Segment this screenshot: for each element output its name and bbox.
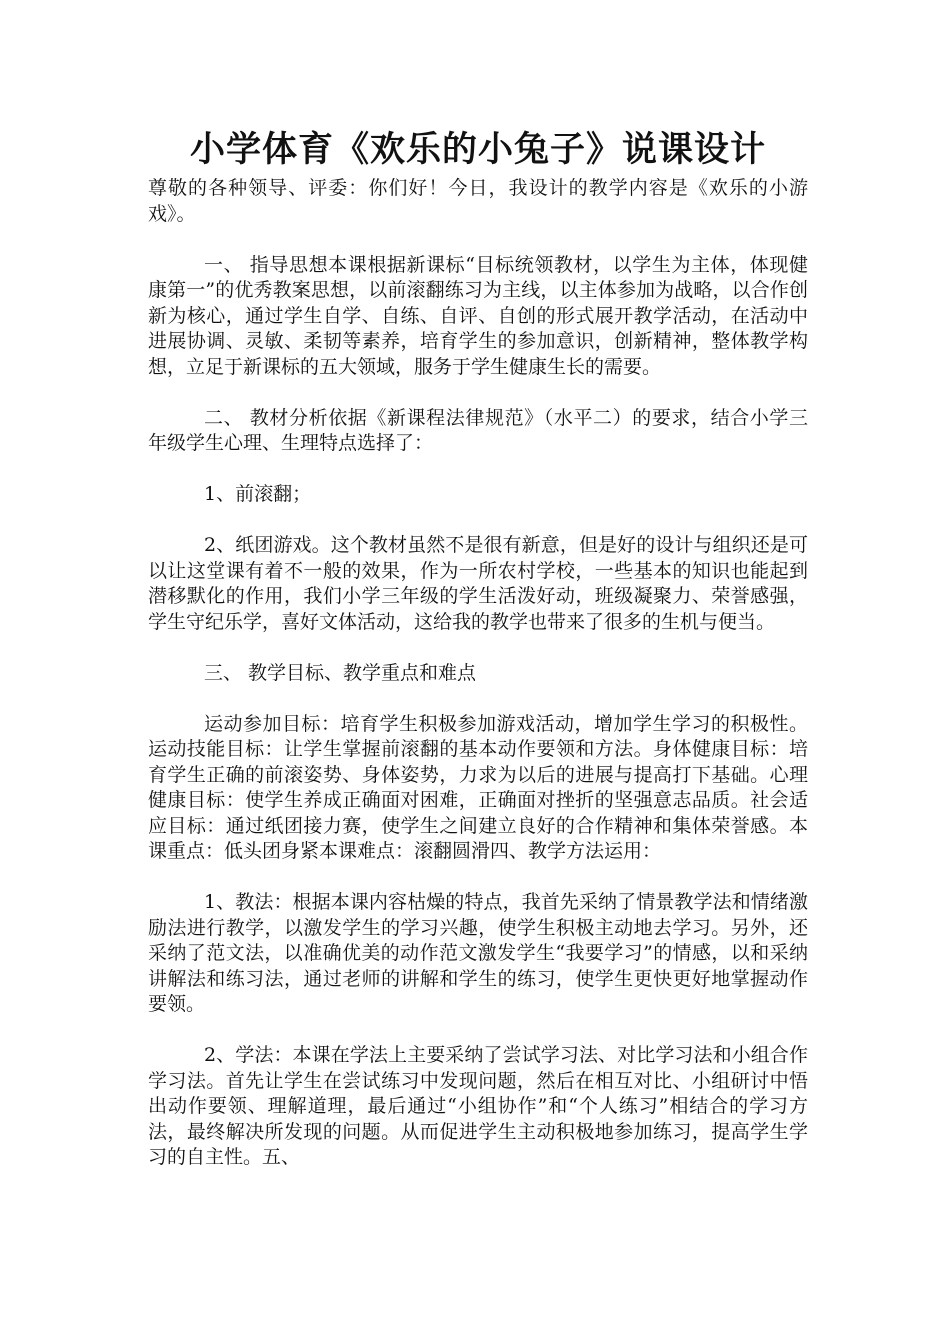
paragraph-goals: 运动参加目标：培育学生积极参加游戏活动，增加学生学习的积极性。运动技能目标：让学生掌握前滚翻的基本动作要领和方法。身体健康目标：培育学生正确的前滚姿势、身体姿势，力求为以后的进展与提高打下基础。心理健康目标：使学生养成正确面对困难，正确面对挫折的坚强意志品质。社会适应目标：通过纸团接力赛，使学生之间建立良好的合作精神和集体荣誉感。本课重点：低头团身紧本课难点：滚翻圆滑四、教学方法运用： bbox=[148, 712, 808, 862]
paragraph-section-heading-goals: 三、 教学目标、教学重点和难点 bbox=[204, 661, 477, 684]
paragraph-item-paper-ball-game: 2、纸团游戏。这个教材虽然不是很有新意，但是好的设计与组织还是可以让这堂课有着不一般的效果，作为一所农村学校，一些基本的知识也能起到潜移默化的作用，我们小学三年级的学生活泼好动，班级凝聚力、荣誉感强，学生守纪乐学，喜好文体活动，这给我的教学也带来了很多的生机与便当。 bbox=[148, 534, 808, 633]
paragraph-teaching-method: 1、教法：根据本课内容枯燥的特点，我首先采纳了情景教学法和情绪激励法进行教学，以激发学生的学习兴趣，使学生积极主动地去学习。另外，还采纳了范文法，以准确优美的动作范文激发学生“我要学习”的情感，以和采纳讲解法和练习法，通过老师的讲解和学生的练习，使学生更快更好地掌握动作要领。 bbox=[148, 891, 808, 1015]
document-title: 小学体育《欢乐的小兔子》说课设计 bbox=[189, 129, 766, 170]
paragraph-material-analysis: 二、 教材分析依据《新课程法律规范》（水平二）的要求，结合小学三年级学生心理、生理特点选择了： bbox=[148, 406, 808, 454]
paragraph-greeting: 尊敬的各种领导、评委：你们好！今日，我设计的教学内容是《欢乐的小游戏》。 bbox=[148, 177, 808, 225]
paragraph-item-forward-roll: 1、前滚翻； bbox=[204, 483, 312, 505]
paragraph-learning-method: 2、学法：本课在学法上主要采纳了尝试学习法、对比学习法和小组合作学习法。首先让学生在尝试练习中发现问题，然后在相互对比、小组研讨中悟出动作要领、理解道理，最后通过“小组协作”和“个人练习”相结合的学习方法，最终解决所发现的问题。从而促进学生主动积极地参加练习，提高学生学习的自主性。五、 bbox=[148, 1044, 808, 1168]
paragraph-guiding-ideology: 一、 指导思想本课根据新课标“目标统领教材，以学生为主体，体现健康第一”的优秀教案思想，以前滚翻练习为主线，以主体参加为战略，以合作创新为核心，通过学生自学、自练、自评、自创的形式展开教学活动，在活动中进展协调、灵敏、柔韧等素养，培育学生的参加意识，创新精神，整体教学构想，立足于新课标的五大领域，服务于学生健康生长的需要。 bbox=[148, 253, 808, 378]
document-page bbox=[148, 126, 808, 1196]
